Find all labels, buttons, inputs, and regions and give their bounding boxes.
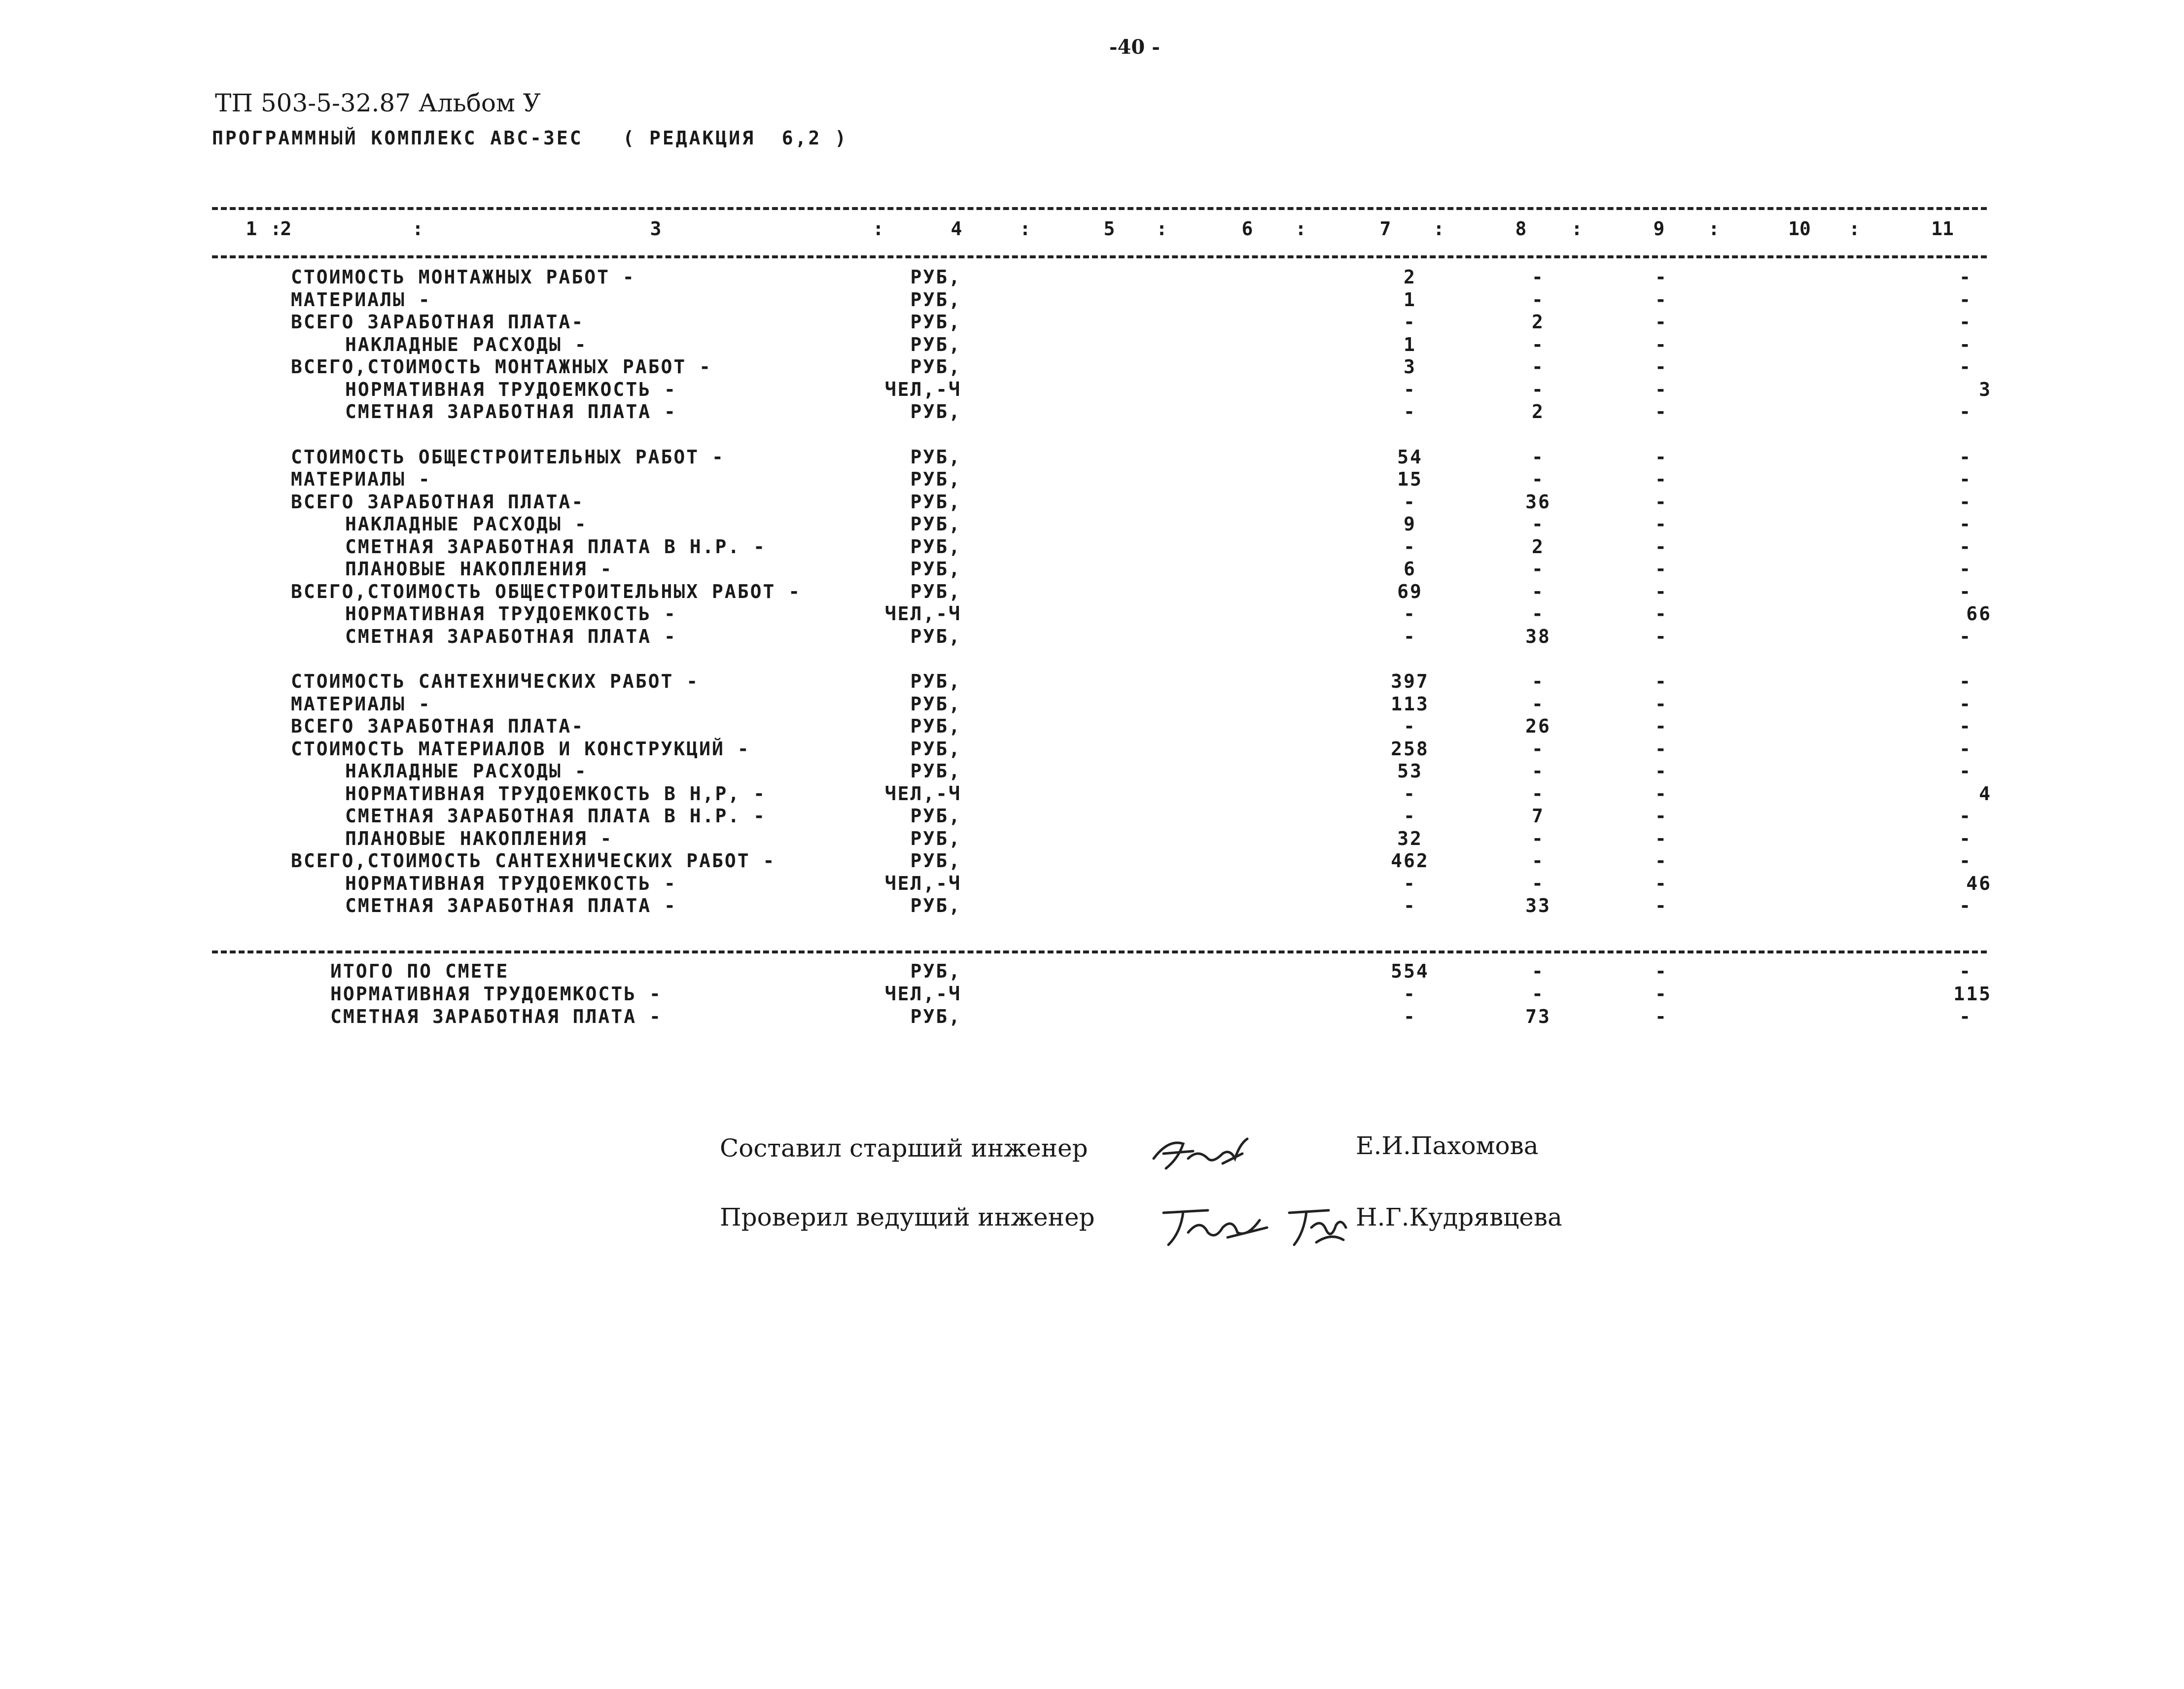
table-row xyxy=(0,895,2184,917)
row-col-11: - xyxy=(1959,738,1972,760)
row-col-7: 15 xyxy=(1397,468,1423,490)
table-row xyxy=(0,356,2184,379)
row-col-9: - xyxy=(1655,895,1668,916)
row-label: СМЕТНАЯ ЗАРАБОТНАЯ ПЛАТА В Н.Р. - xyxy=(345,805,766,827)
row-col-11: - xyxy=(1959,446,1972,468)
row-col-11: 46 xyxy=(1966,872,1992,894)
table-row xyxy=(0,828,2184,850)
row-unit: РУБ, xyxy=(910,311,961,333)
table-row xyxy=(0,311,2184,334)
header-col-7: 7 xyxy=(1379,218,1391,240)
table-row xyxy=(0,581,2184,603)
row-col-11: - xyxy=(1959,468,1972,490)
row-col-8: - xyxy=(1532,558,1545,580)
row-col-7: - xyxy=(1404,378,1416,400)
table-row xyxy=(0,289,2184,312)
row-label: НОРМАТИВНАЯ ТРУДОЕМКОСТЬ - xyxy=(345,872,677,894)
row-col-11: - xyxy=(1959,333,1972,355)
row-label: СМЕТНАЯ ЗАРАБОТНАЯ ПЛАТА - xyxy=(330,1006,662,1027)
table-row xyxy=(0,738,2184,761)
row-col-8: - xyxy=(1532,670,1545,692)
row-col-9: - xyxy=(1655,782,1668,805)
row-col-8: 38 xyxy=(1525,625,1551,647)
header-separator: : xyxy=(1571,218,1583,240)
row-col-7: - xyxy=(1404,1006,1416,1027)
table-top-rule xyxy=(212,207,1987,210)
row-col-9: - xyxy=(1655,558,1668,580)
row-unit: РУБ, xyxy=(910,670,961,692)
signature-compiled xyxy=(1149,1129,1257,1178)
row-unit: РУБ, xyxy=(910,558,961,580)
table-row xyxy=(0,379,2184,401)
row-unit: РУБ, xyxy=(910,513,961,535)
row-col-11: - xyxy=(1959,558,1972,580)
row-label: НОРМАТИВНАЯ ТРУДОЕМКОСТЬ - xyxy=(345,603,677,625)
row-col-7: 113 xyxy=(1391,693,1429,715)
row-unit: РУБ, xyxy=(910,805,961,827)
row-label: ПЛАНОВЫЕ НАКОПЛЕНИЯ - xyxy=(345,558,613,580)
row-unit: РУБ, xyxy=(910,446,961,468)
compiled-by-name: Е.И.Пахомова xyxy=(1356,1131,1539,1160)
row-col-9: - xyxy=(1655,491,1668,513)
row-col-11: 115 xyxy=(1953,983,1992,1005)
header-separator: : xyxy=(1708,218,1720,240)
row-unit: РУБ, xyxy=(910,760,961,782)
row-label: ВСЕГО ЗАРАБОТНАЯ ПЛАТА- xyxy=(291,491,585,513)
table-row xyxy=(0,266,2184,289)
row-col-9: - xyxy=(1655,580,1668,602)
row-unit: РУБ, xyxy=(910,827,961,849)
row-col-9: - xyxy=(1655,288,1668,311)
row-col-7: - xyxy=(1404,625,1416,647)
row-col-8: - xyxy=(1532,960,1545,982)
row-label: ПЛАНОВЫЕ НАКОПЛЕНИЯ - xyxy=(345,827,613,849)
row-col-11: - xyxy=(1959,535,1972,558)
row-col-8: 2 xyxy=(1532,535,1545,558)
row-col-9: - xyxy=(1655,760,1668,782)
row-col-9: - xyxy=(1655,356,1668,378)
row-col-11: 3 xyxy=(1979,378,1992,400)
row-col-8: 7 xyxy=(1532,805,1545,827)
row-col-8: - xyxy=(1532,603,1545,625)
row-unit: РУБ, xyxy=(910,401,961,422)
row-unit: РУБ, xyxy=(910,266,961,288)
header-col-2: 2 xyxy=(280,218,292,240)
row-col-9: - xyxy=(1655,827,1668,849)
row-col-9: - xyxy=(1655,311,1668,333)
row-col-8: - xyxy=(1532,468,1545,490)
page-number: -40 - xyxy=(1109,35,1160,59)
row-label: ВСЕГО ЗАРАБОТНАЯ ПЛАТА- xyxy=(291,715,585,737)
row-unit: РУБ, xyxy=(910,491,961,513)
row-unit: ЧЕЛ,-Ч xyxy=(884,603,961,625)
table-row xyxy=(0,626,2184,648)
row-col-8: - xyxy=(1532,760,1545,782)
row-col-8: 2 xyxy=(1532,311,1545,333)
row-unit: РУБ, xyxy=(910,356,961,378)
row-col-11: - xyxy=(1959,715,1972,737)
row-col-7: 3 xyxy=(1404,356,1416,378)
row-col-8: 2 xyxy=(1532,401,1545,422)
row-col-8: - xyxy=(1532,782,1545,805)
header-separator: : xyxy=(270,218,282,240)
table-row xyxy=(0,805,2184,828)
row-col-9: - xyxy=(1655,850,1668,872)
table-row xyxy=(0,513,2184,536)
row-col-11: - xyxy=(1959,960,1972,982)
row-col-7: 9 xyxy=(1404,513,1416,535)
row-col-7: - xyxy=(1404,805,1416,827)
row-col-8: 26 xyxy=(1525,715,1551,737)
row-label: МАТЕРИАЛЫ - xyxy=(291,288,431,311)
row-col-9: - xyxy=(1655,738,1668,760)
row-unit: РУБ, xyxy=(910,895,961,916)
row-col-8: - xyxy=(1532,356,1545,378)
checked-by-label: Проверил ведущий инженер xyxy=(720,1203,1095,1232)
row-col-7: - xyxy=(1404,782,1416,805)
row-col-7: - xyxy=(1404,311,1416,333)
header-col-8: 8 xyxy=(1515,218,1527,240)
row-col-9: - xyxy=(1655,983,1668,1005)
row-col-11: - xyxy=(1959,760,1972,782)
signature-checked-1 xyxy=(1154,1198,1277,1252)
row-col-11: 66 xyxy=(1966,603,1992,625)
header-col-6: 6 xyxy=(1241,218,1253,240)
table-row xyxy=(0,536,2184,559)
row-col-9: - xyxy=(1655,333,1668,355)
table-row xyxy=(0,693,2184,716)
row-col-7: 6 xyxy=(1404,558,1416,580)
row-col-8: - xyxy=(1532,333,1545,355)
row-col-7: 1 xyxy=(1404,333,1416,355)
row-col-7: 397 xyxy=(1391,670,1429,692)
table-row xyxy=(0,783,2184,806)
row-unit: ЧЕЛ,-Ч xyxy=(884,378,961,400)
document-subtitle: ПРОГРАММНЫЙ КОМПЛЕКС АВС-ЗЕС ( РЕДАКЦИЯ 6,2 ) xyxy=(212,127,848,149)
row-col-9: - xyxy=(1655,872,1668,894)
signature-checked-2 xyxy=(1282,1198,1351,1252)
row-label: ВСЕГО ЗАРАБОТНАЯ ПЛАТА- xyxy=(291,311,585,333)
row-col-7: - xyxy=(1404,401,1416,422)
row-col-9: - xyxy=(1655,378,1668,400)
row-col-9: - xyxy=(1655,401,1668,422)
header-col-1: 1 xyxy=(246,218,257,240)
table-row xyxy=(0,1006,2184,1028)
row-unit: РУБ, xyxy=(910,850,961,872)
compiled-by-label: Составил старший инженер xyxy=(720,1134,1088,1162)
row-col-7: - xyxy=(1404,715,1416,737)
row-col-8: - xyxy=(1532,850,1545,872)
row-col-11: - xyxy=(1959,625,1972,647)
row-col-11: - xyxy=(1959,401,1972,422)
row-label: ВСЕГО,СТОИМОСТЬ ОБЩЕСТРОИТЕЛЬНЫХ РАБОТ - xyxy=(291,580,802,602)
row-label: ВСЕГО,СТОИМОСТЬ МОНТАЖНЫХ РАБОТ - xyxy=(291,356,712,378)
row-col-9: - xyxy=(1655,513,1668,535)
row-col-8: - xyxy=(1532,513,1545,535)
header-separator: : xyxy=(412,218,423,240)
row-col-9: - xyxy=(1655,603,1668,625)
header-separator: : xyxy=(1156,218,1167,240)
row-col-8: - xyxy=(1532,827,1545,849)
row-unit: РУБ, xyxy=(910,625,961,647)
table-row xyxy=(0,558,2184,581)
row-col-7: - xyxy=(1404,603,1416,625)
header-separator: : xyxy=(873,218,884,240)
row-col-9: - xyxy=(1655,960,1668,982)
row-col-9: - xyxy=(1655,693,1668,715)
row-label: НАКЛАДНЫЕ РАСХОДЫ - xyxy=(345,513,588,535)
row-col-11: - xyxy=(1959,895,1972,916)
row-col-7: 32 xyxy=(1397,827,1423,849)
header-col-10: 10 xyxy=(1788,218,1811,240)
row-label: НАКЛАДНЫЕ РАСХОДЫ - xyxy=(345,760,588,782)
row-col-7: 54 xyxy=(1397,446,1423,468)
row-unit: РУБ, xyxy=(910,1006,961,1027)
row-col-11: - xyxy=(1959,693,1972,715)
row-label: СМЕТНАЯ ЗАРАБОТНАЯ ПЛАТА - xyxy=(345,401,677,422)
row-label: ВСЕГО,СТОИМОСТЬ САНТЕХНИЧЕСКИХ РАБОТ - xyxy=(291,850,776,872)
row-label: СТОИМОСТЬ САНТЕХНИЧЕСКИХ РАБОТ - xyxy=(291,670,700,692)
row-col-9: - xyxy=(1655,446,1668,468)
header-col-11: 11 xyxy=(1931,218,1954,240)
row-unit: ЧЕЛ,-Ч xyxy=(884,983,961,1005)
table-row xyxy=(0,468,2184,491)
row-label: ИТОГО ПО СМЕТЕ xyxy=(330,960,509,982)
row-col-8: - xyxy=(1532,378,1545,400)
row-label: НОРМАТИВНАЯ ТРУДОЕМКОСТЬ - xyxy=(345,378,677,400)
row-col-8: - xyxy=(1532,983,1545,1005)
row-col-7: 258 xyxy=(1391,738,1429,760)
header-col-9: 9 xyxy=(1653,218,1665,240)
row-col-9: - xyxy=(1655,715,1668,737)
row-label: СМЕТНАЯ ЗАРАБОТНАЯ ПЛАТА - xyxy=(345,625,677,647)
header-separator: : xyxy=(1433,218,1444,240)
header-col-4: 4 xyxy=(951,218,962,240)
row-label: СТОИМОСТЬ ОБЩЕСТРОИТЕЛЬНЫХ РАБОТ - xyxy=(291,446,725,468)
row-label: НОРМАТИВНАЯ ТРУДОЕМКОСТЬ - xyxy=(330,983,662,1005)
row-col-8: - xyxy=(1532,580,1545,602)
row-unit: РУБ, xyxy=(910,715,961,737)
row-unit: ЧЕЛ,-Ч xyxy=(884,872,961,894)
row-col-8: - xyxy=(1532,288,1545,311)
row-col-8: - xyxy=(1532,266,1545,288)
row-col-8: 33 xyxy=(1525,895,1551,916)
row-col-9: - xyxy=(1655,1006,1668,1027)
table-row xyxy=(0,491,2184,514)
document-title: ТП 503-5-32.87 Альбом У xyxy=(215,89,541,117)
row-col-7: 2 xyxy=(1404,266,1416,288)
row-unit: РУБ, xyxy=(910,535,961,558)
row-col-7: - xyxy=(1404,872,1416,894)
table-row xyxy=(0,334,2184,356)
row-col-8: - xyxy=(1532,738,1545,760)
table-row xyxy=(0,873,2184,895)
header-col-5: 5 xyxy=(1103,218,1115,240)
table-row xyxy=(0,960,2184,983)
row-col-8: 36 xyxy=(1525,491,1551,513)
row-label: СМЕТНАЯ ЗАРАБОТНАЯ ПЛАТА В Н.Р. - xyxy=(345,535,766,558)
row-unit: РУБ, xyxy=(910,288,961,311)
row-col-7: - xyxy=(1404,535,1416,558)
table-row xyxy=(0,603,2184,626)
row-col-11: 4 xyxy=(1979,782,1992,805)
table-row xyxy=(0,850,2184,873)
row-col-9: - xyxy=(1655,625,1668,647)
row-label: НАКЛАДНЫЕ РАСХОДЫ - xyxy=(345,333,588,355)
row-col-11: - xyxy=(1959,513,1972,535)
row-col-7: 1 xyxy=(1404,288,1416,311)
row-col-11: - xyxy=(1959,670,1972,692)
totals-rule xyxy=(212,950,1987,953)
header-col-3: 3 xyxy=(650,218,662,240)
row-col-7: - xyxy=(1404,983,1416,1005)
row-col-11: - xyxy=(1959,850,1972,872)
row-col-11: - xyxy=(1959,491,1972,513)
row-col-11: - xyxy=(1959,311,1972,333)
row-col-7: 53 xyxy=(1397,760,1423,782)
row-col-7: 69 xyxy=(1397,580,1423,602)
table-header-rule xyxy=(212,255,1987,258)
row-col-11: - xyxy=(1959,1006,1972,1027)
row-label: МАТЕРИАЛЫ - xyxy=(291,693,431,715)
row-col-9: - xyxy=(1655,468,1668,490)
row-unit: РУБ, xyxy=(910,333,961,355)
row-col-11: - xyxy=(1959,580,1972,602)
header-separator: : xyxy=(1295,218,1306,240)
table-row xyxy=(0,760,2184,783)
row-unit: РУБ, xyxy=(910,738,961,760)
table-row xyxy=(0,715,2184,738)
row-unit: ЧЕЛ,-Ч xyxy=(884,782,961,805)
row-col-8: - xyxy=(1532,693,1545,715)
row-col-11: - xyxy=(1959,356,1972,378)
row-label: СТОИМОСТЬ МОНТАЖНЫХ РАБОТ - xyxy=(291,266,635,288)
header-separator: : xyxy=(1849,218,1860,240)
row-col-9: - xyxy=(1655,805,1668,827)
row-col-9: - xyxy=(1655,535,1668,558)
row-unit: РУБ, xyxy=(910,960,961,982)
row-label: НОРМАТИВНАЯ ТРУДОЕМКОСТЬ В Н,Р, - xyxy=(345,782,766,805)
row-col-8: - xyxy=(1532,446,1545,468)
row-col-7: 462 xyxy=(1391,850,1429,872)
row-col-8: - xyxy=(1532,872,1545,894)
row-col-11: - xyxy=(1959,805,1972,827)
row-label: СМЕТНАЯ ЗАРАБОТНАЯ ПЛАТА - xyxy=(345,895,677,916)
row-unit: РУБ, xyxy=(910,580,961,602)
row-col-9: - xyxy=(1655,266,1668,288)
table-row xyxy=(0,446,2184,469)
row-unit: РУБ, xyxy=(910,468,961,490)
row-col-7: - xyxy=(1404,491,1416,513)
header-separator: : xyxy=(1020,218,1031,240)
row-col-9: - xyxy=(1655,670,1668,692)
table-row xyxy=(0,401,2184,423)
table-row xyxy=(0,983,2184,1006)
row-label: МАТЕРИАЛЫ - xyxy=(291,468,431,490)
row-col-11: - xyxy=(1959,827,1972,849)
row-unit: РУБ, xyxy=(910,693,961,715)
row-col-11: - xyxy=(1959,266,1972,288)
row-col-8: 73 xyxy=(1525,1006,1551,1027)
row-col-7: 554 xyxy=(1391,960,1429,982)
row-label: СТОИМОСТЬ МАТЕРИАЛОВ И КОНСТРУКЦИЙ - xyxy=(291,738,750,760)
row-col-7: - xyxy=(1404,895,1416,916)
checked-by-name: Н.Г.Кудрявцева xyxy=(1356,1203,1562,1232)
row-col-11: - xyxy=(1959,288,1972,311)
table-row xyxy=(0,670,2184,693)
